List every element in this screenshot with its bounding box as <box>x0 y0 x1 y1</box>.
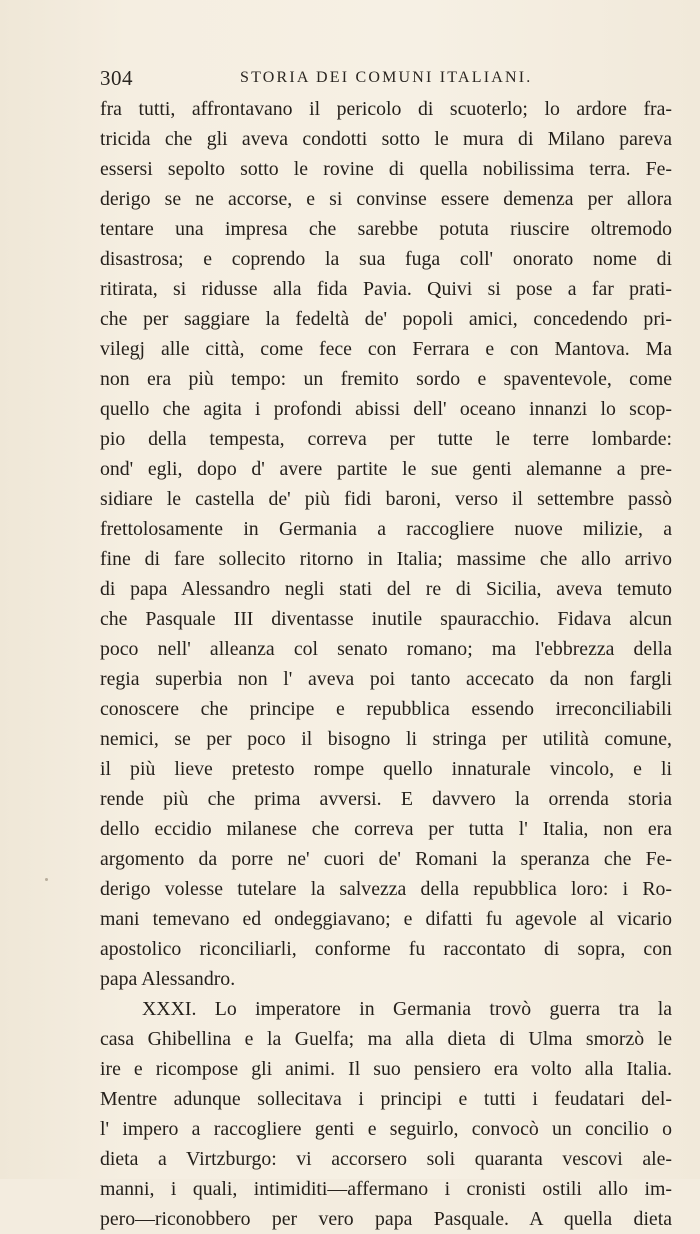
running-title: STORIA DEI COMUNI ITALIANI. <box>240 69 533 86</box>
text-line: rende più che prima avversi. E davvero la orrenda storia <box>100 788 672 810</box>
paragraph-end-line: papa Alessandro. <box>100 968 236 990</box>
section-start-line: XXXI. Lo imperatore in Germania trovò guerra tra la <box>142 998 672 1020</box>
text-line: dieta a Virtzburgo: vi accorsero soli quaranta vescovi ale- <box>100 1148 672 1170</box>
body-text <box>100 94 672 1234</box>
text-line: fine di fare sollecito ritorno in Italia; massime che allo arrivo <box>100 548 672 570</box>
text-line: tentare una impresa che sarebbe potuta riuscire oltremodo <box>100 218 672 240</box>
text-line: tricida che gli aveva condotti sotto le mura di Milano pareva <box>100 128 672 150</box>
text-line: essersi sepolto sotto le rovine di quella nobilissima terra. Fe- <box>100 158 672 180</box>
text-line: vilegj alle città, come fece con Ferrara e con Mantova. Ma <box>100 338 672 360</box>
text-line: regia superbia non l' aveva poi tanto accecato da non fargli <box>100 668 672 690</box>
text-line: poco nell' alleanza col senato romano; ma l'ebbrezza della <box>100 638 672 660</box>
text-line: derigo se ne accorse, e si convinse essere demenza per allora <box>100 188 672 210</box>
text-line: disastrosa; e coprendo la sua fuga coll' onorato nome di <box>100 248 672 270</box>
paper-speck <box>45 878 48 881</box>
text-line: Mentre adunque sollecitava i principi e tutti i feudatari del- <box>100 1088 672 1110</box>
text-line: ire e ricompose gli animi. Il suo pensiero era volto alla Italia. <box>100 1058 672 1080</box>
text-line: casa Ghibellina e la Guelfa; ma alla dieta di Ulma smorzò le <box>100 1028 672 1050</box>
text-line: pero—riconobbero per vero papa Pasquale. A quella dieta <box>100 1208 672 1230</box>
text-line: l' impero a raccogliere genti e seguirlo, convocò un concilio o <box>100 1118 672 1140</box>
text-line: ritirata, si ridusse alla fida Pavia. Quivi si pose a far prati- <box>100 278 672 300</box>
text-line: che Pasquale III diventasse inutile spauracchio. Fidava alcun <box>100 608 672 630</box>
text-line: sidiare le castella de' più fidi baroni, verso il settembre passò <box>100 488 672 510</box>
text-line: che per saggiare la fedeltà de' popoli amici, concedendo pri- <box>100 308 672 330</box>
page-number: 304 <box>100 66 133 90</box>
text-line: argomento da porre ne' cuori de' Romani la speranza che Fe- <box>100 848 672 870</box>
text-line: dello eccidio milanese che correva per tutta l' Italia, non era <box>100 818 672 840</box>
text-line: nemici, se per poco il bisogno li stringa per utilità comune, <box>100 728 672 750</box>
text-line: quello che agita i profondi abissi dell' oceano innanzi lo scop- <box>100 398 672 420</box>
text-line: pio della tempesta, correva per tutte le terre lombarde: <box>100 428 672 450</box>
text-line: ond' egli, dopo d' avere partite le sue genti alemanne a pre- <box>100 458 672 480</box>
text-line: fra tutti, affrontavano il pericolo di scuoterlo; lo ardore fra- <box>100 98 672 120</box>
text-line: conoscere che principe e repubblica essendo irreconciliabili <box>100 698 672 720</box>
text-line: il più lieve pretesto rompe quello innaturale vincolo, e li <box>100 758 672 780</box>
text-line: derigo volesse tutelare la salvezza della repubblica loro: i Ro- <box>100 878 672 900</box>
text-line: apostolico riconciliarli, conforme fu raccontato di sopra, con <box>100 938 672 960</box>
text-line: non era più tempo: un fremito sordo e spaventevole, come <box>100 368 672 390</box>
page-header <box>100 66 680 94</box>
text-line: di papa Alessandro negli stati del re di Sicilia, aveva temuto <box>100 578 672 600</box>
text-line: mani temevano ed ondeggiavano; e difatti fu agevole al vicario <box>100 908 672 930</box>
text-line: manni, i quali, intimiditi—affermano i cronisti ostili allo im- <box>100 1178 672 1200</box>
text-line: frettolosamente in Germania a raccogliere nuove milizie, a <box>100 518 672 540</box>
